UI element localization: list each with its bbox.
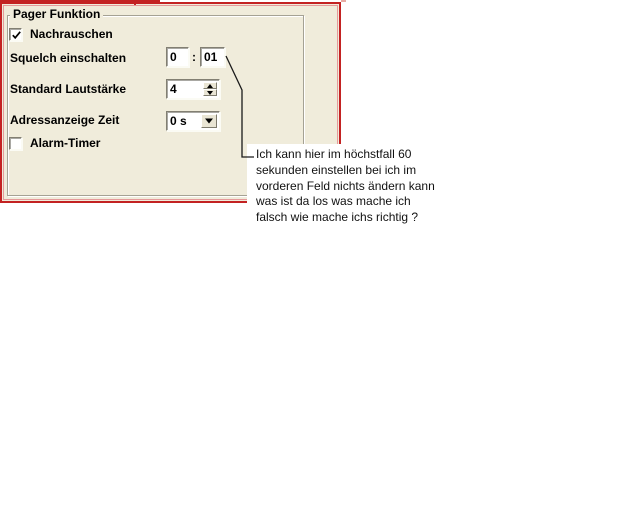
annotation-red-remnant-line — [0, 0, 160, 2]
note-text — [256, 147, 466, 226]
nachrauschen-label: Nachrauschen — [30, 27, 113, 41]
adressanzeige-value: 0 s — [170, 114, 187, 128]
note-line: vorderen Feld nichts ändern kann — [256, 178, 435, 193]
lautstaerke-value: 4 — [170, 82, 177, 96]
spinner-up-icon — [207, 84, 213, 88]
nachrauschen-checkbox[interactable] — [9, 28, 22, 41]
annotation-red-remnant-tick — [134, 0, 136, 5]
dropdown-button[interactable] — [201, 114, 217, 128]
alarm-timer-checkbox[interactable] — [9, 137, 22, 150]
note-line: sekunden einstellen bei ich im — [256, 162, 417, 177]
spinner-down-icon — [207, 91, 213, 95]
note-line: Ich kann hier im höchstfall 60 — [256, 147, 412, 161]
squelch-separator: : — [192, 50, 196, 64]
spinner-up-button[interactable] — [203, 82, 217, 89]
adressanzeige-dropdown[interactable] — [166, 111, 220, 131]
lautstaerke-spin-field[interactable] — [166, 79, 220, 99]
spinner-down-button[interactable] — [203, 89, 217, 96]
note-line: falsch wie mache ichs richtig ? — [256, 210, 419, 225]
groupbox-title: Pager Funktion — [10, 8, 103, 21]
adressanzeige-label: Adressanzeige Zeit — [10, 113, 120, 127]
note-line: was ist da los was mache ich — [256, 194, 411, 209]
annotation-red-remnant-corner — [341, 0, 346, 2]
lautstaerke-spinner — [203, 82, 217, 96]
dropdown-arrow-icon — [205, 119, 213, 124]
squelch-seconds-field[interactable]: 01 — [200, 47, 225, 67]
alarm-timer-label: Alarm-Timer — [30, 136, 101, 150]
squelch-minutes-field[interactable]: 0 — [166, 47, 189, 67]
squelch-label: Squelch einschalten — [10, 51, 127, 65]
lautstaerke-label: Standard Lautstärke — [10, 82, 127, 96]
